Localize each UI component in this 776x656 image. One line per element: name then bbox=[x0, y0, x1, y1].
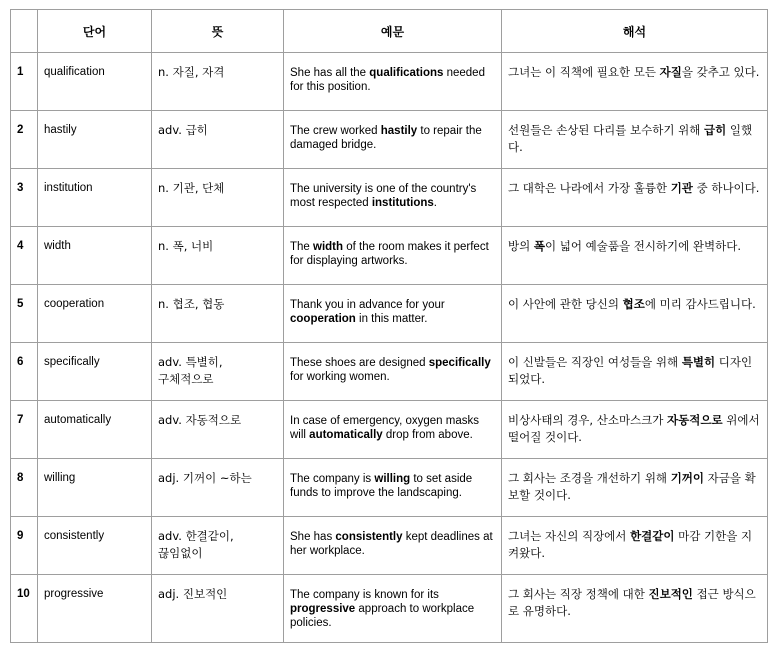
word-cell bbox=[38, 169, 152, 227]
example-cell bbox=[284, 111, 502, 169]
row-number: 10 bbox=[17, 588, 30, 600]
translation-cell bbox=[502, 53, 768, 111]
translation-cell bbox=[502, 111, 768, 169]
table-row bbox=[11, 343, 768, 401]
meaning-line: adj. 기꺼이 ~하는 bbox=[158, 471, 252, 485]
word-cell bbox=[38, 111, 152, 169]
translation-text: 마감 기한을 지켜왔다. bbox=[508, 529, 753, 560]
translation-keyword: 폭 bbox=[533, 239, 545, 253]
example-keyword: qualifications bbox=[369, 67, 444, 79]
word-text: cooperation bbox=[44, 298, 105, 310]
header-word: 단어 bbox=[38, 10, 152, 53]
row-number-cell bbox=[11, 53, 38, 111]
example-text: The bbox=[290, 241, 314, 253]
example-text: In case of emergency, oxygen masks will bbox=[290, 415, 479, 441]
meaning-cell bbox=[152, 575, 284, 643]
meaning-cell bbox=[152, 343, 284, 401]
example-text: The company is known for its bbox=[290, 589, 439, 601]
translation-keyword: 특별히 bbox=[681, 355, 716, 369]
row-number: 9 bbox=[17, 530, 24, 542]
example-text: The crew worked bbox=[290, 125, 381, 137]
translation-text: 그 회사는 직장 정책에 대한 bbox=[508, 587, 649, 601]
example-text: drop from above. bbox=[382, 429, 473, 441]
translation-text: 방의 bbox=[508, 239, 534, 253]
translation-cell bbox=[502, 343, 768, 401]
translation-text: 선원들은 손상된 다리를 보수하기 위해 bbox=[508, 123, 705, 137]
row-number-cell bbox=[11, 227, 38, 285]
translation-cell bbox=[502, 575, 768, 643]
translation-text: 그녀는 자신의 직장에서 bbox=[508, 529, 631, 543]
meaning-cell bbox=[152, 53, 284, 111]
translation-cell bbox=[502, 169, 768, 227]
example-text: . bbox=[433, 197, 437, 209]
translation-text: 자금을 확보할 것이다. bbox=[508, 471, 756, 502]
translation-cell bbox=[502, 227, 768, 285]
translation-text: 에 미리 감사드립니다. bbox=[644, 297, 756, 311]
translation-text: 그 대학은 나라에서 가장 훌륭한 bbox=[508, 181, 671, 195]
word-cell bbox=[38, 517, 152, 575]
translation-keyword: 자동적으로 bbox=[667, 413, 723, 427]
example-text: needed for this position. bbox=[290, 67, 485, 93]
row-number-cell bbox=[11, 169, 38, 227]
header-meaning: 뜻 bbox=[152, 10, 284, 53]
translation-text: 이 사안에 관한 당신의 bbox=[508, 297, 623, 311]
word-text: hastily bbox=[44, 124, 77, 136]
example-text: These shoes are designed bbox=[290, 357, 429, 369]
meaning-line: adj. 진보적인 bbox=[158, 587, 228, 601]
word-text: automatically bbox=[44, 414, 112, 426]
example-cell bbox=[284, 575, 502, 643]
example-keyword: width bbox=[313, 241, 344, 253]
word-cell bbox=[38, 575, 152, 643]
example-cell bbox=[284, 401, 502, 459]
word-text: institution bbox=[44, 182, 93, 194]
table-row bbox=[11, 53, 768, 111]
example-keyword: willing bbox=[374, 473, 411, 485]
table-body bbox=[11, 53, 768, 643]
header-example: 예문 bbox=[284, 10, 502, 53]
table-row bbox=[11, 169, 768, 227]
row-number: 8 bbox=[17, 472, 24, 484]
row-number-cell bbox=[11, 517, 38, 575]
translation-cell bbox=[502, 401, 768, 459]
example-cell bbox=[284, 517, 502, 575]
translation-keyword: 진보적인 bbox=[648, 587, 693, 601]
vocabulary-table bbox=[10, 9, 768, 643]
word-text: specifically bbox=[44, 356, 100, 368]
meaning-line: n. 협조, 협동 bbox=[158, 297, 225, 311]
meaning-cell bbox=[152, 111, 284, 169]
example-cell bbox=[284, 169, 502, 227]
translation-keyword: 기관 bbox=[670, 181, 693, 195]
example-cell bbox=[284, 343, 502, 401]
word-cell bbox=[38, 343, 152, 401]
meaning-line: adv. 특별히, bbox=[158, 355, 223, 369]
example-text: for working women. bbox=[290, 371, 390, 383]
translation-keyword: 한결같이 bbox=[630, 529, 675, 543]
row-number-cell bbox=[11, 111, 38, 169]
example-text: She has all the bbox=[290, 67, 370, 79]
example-keyword: cooperation bbox=[290, 313, 356, 325]
table-row bbox=[11, 575, 768, 643]
example-text: She has bbox=[290, 531, 336, 543]
meaning-cell bbox=[152, 227, 284, 285]
header-number bbox=[11, 10, 38, 53]
meaning-cell bbox=[152, 459, 284, 517]
example-text: kept deadlines at her workplace. bbox=[290, 531, 493, 557]
row-number-cell bbox=[11, 285, 38, 343]
header-row bbox=[11, 10, 768, 53]
word-text: consistently bbox=[44, 530, 105, 542]
word-cell bbox=[38, 285, 152, 343]
example-cell bbox=[284, 53, 502, 111]
translation-keyword: 기꺼이 bbox=[670, 471, 705, 485]
word-cell bbox=[38, 227, 152, 285]
translation-text: 디자인되었다. bbox=[508, 355, 753, 386]
translation-text: 이 신발들은 직장인 여성들을 위해 bbox=[508, 355, 682, 369]
translation-text: 이 넓어 예술품을 전시하기에 완벽하다. bbox=[544, 239, 742, 253]
translation-text: 비상사태의 경우, 산소마스크가 bbox=[508, 413, 668, 427]
meaning-line: adv. 한결같이, bbox=[158, 529, 234, 543]
meaning-cell bbox=[152, 517, 284, 575]
example-text: The company is bbox=[290, 473, 375, 485]
meaning-cell bbox=[152, 169, 284, 227]
translation-cell bbox=[502, 517, 768, 575]
translation-keyword: 급히 bbox=[704, 123, 727, 137]
translation-text: 접근 방식으로 유명하다. bbox=[508, 587, 756, 618]
row-number-cell bbox=[11, 343, 38, 401]
meaning-line: 구체적으로 bbox=[158, 372, 214, 386]
example-keyword: specifically bbox=[428, 357, 491, 369]
example-text: approach to workplace policies. bbox=[290, 603, 475, 629]
table-row bbox=[11, 459, 768, 517]
row-number-cell bbox=[11, 575, 38, 643]
translation-text: 중 하나이다. bbox=[692, 181, 760, 195]
row-number: 4 bbox=[17, 240, 24, 252]
example-cell bbox=[284, 227, 502, 285]
word-text: width bbox=[44, 240, 71, 252]
row-number: 2 bbox=[17, 124, 24, 136]
word-cell bbox=[38, 459, 152, 517]
meaning-cell bbox=[152, 401, 284, 459]
translation-cell bbox=[502, 459, 768, 517]
table-row bbox=[11, 285, 768, 343]
table-row bbox=[11, 401, 768, 459]
translation-text: 일했다. bbox=[508, 123, 753, 154]
meaning-line: adv. 자동적으로 bbox=[158, 413, 242, 427]
translation-text: 을 갖추고 있다. bbox=[681, 65, 760, 79]
example-keyword: hastily bbox=[380, 125, 418, 137]
row-number-cell bbox=[11, 401, 38, 459]
example-cell bbox=[284, 459, 502, 517]
translation-cell bbox=[502, 285, 768, 343]
meaning-cell bbox=[152, 285, 284, 343]
translation-keyword: 협조 bbox=[622, 297, 645, 311]
word-text: willing bbox=[44, 472, 76, 484]
example-keyword: progressive bbox=[290, 603, 356, 615]
table-row bbox=[11, 111, 768, 169]
row-number-cell bbox=[11, 459, 38, 517]
row-number: 5 bbox=[17, 298, 24, 310]
meaning-line: adv. 급히 bbox=[158, 123, 208, 137]
word-text: progressive bbox=[44, 588, 104, 600]
example-text: Thank you in advance for your bbox=[290, 299, 445, 311]
word-cell bbox=[38, 401, 152, 459]
example-text: of the room makes it perfect for displaying artworks. bbox=[290, 241, 489, 267]
row-number: 7 bbox=[17, 414, 24, 426]
row-number: 1 bbox=[17, 66, 24, 78]
meaning-line: n. 기관, 단체 bbox=[158, 181, 225, 195]
translation-text: 위에서 떨어질 것이다. bbox=[508, 413, 760, 444]
translation-keyword: 자질 bbox=[659, 65, 682, 79]
meaning-line: n. 자질, 자격 bbox=[158, 65, 225, 79]
translation-text: 그녀는 이 직책에 필요한 모든 bbox=[508, 65, 660, 79]
example-keyword: consistently bbox=[335, 531, 403, 543]
header-translation: 해석 bbox=[502, 10, 768, 53]
table-row bbox=[11, 517, 768, 575]
example-text: to repair the damaged bridge. bbox=[290, 125, 482, 151]
row-number: 6 bbox=[17, 356, 24, 368]
meaning-line: 끊임없이 bbox=[158, 546, 203, 560]
meaning-line: n. 폭, 너비 bbox=[158, 239, 214, 253]
translation-text: 그 회사는 조경을 개선하기 위해 bbox=[508, 471, 671, 485]
example-keyword: institutions bbox=[371, 197, 434, 209]
word-text: qualification bbox=[44, 66, 105, 78]
word-cell bbox=[38, 53, 152, 111]
example-cell bbox=[284, 285, 502, 343]
table-row bbox=[11, 227, 768, 285]
example-text: to set aside funds to improve the landscaping. bbox=[290, 473, 473, 499]
row-number: 3 bbox=[17, 182, 24, 194]
example-text: The university is one of the country's most respected bbox=[290, 183, 477, 209]
example-text: in this matter. bbox=[355, 313, 428, 325]
example-keyword: automatically bbox=[309, 429, 383, 441]
